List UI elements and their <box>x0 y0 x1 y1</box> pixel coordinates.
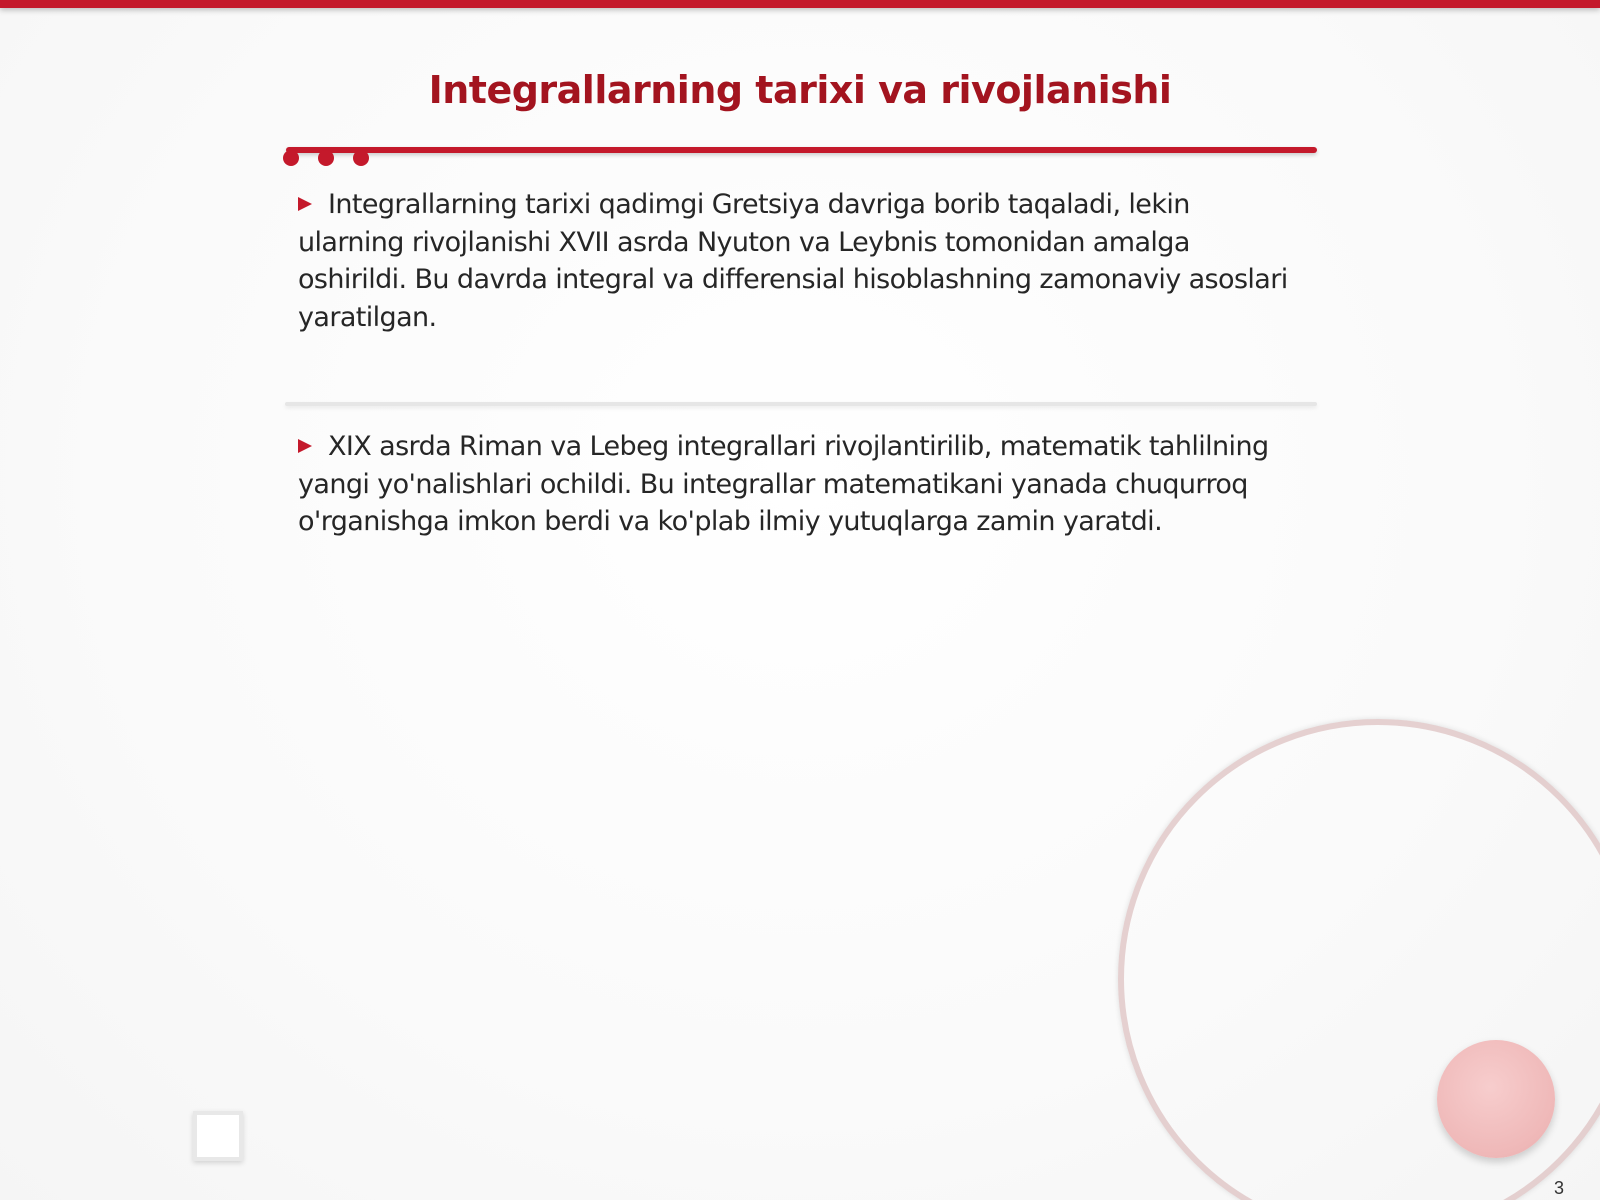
section-divider <box>285 402 1317 406</box>
slide-title: Integrallarning tarixi va rivojlanishi <box>428 68 1172 112</box>
decor-square <box>193 1111 243 1161</box>
decor-circle <box>1437 1040 1555 1158</box>
top-accent-bar <box>0 0 1600 8</box>
bullet-item <box>298 186 1298 336</box>
bullet-item <box>298 428 1298 541</box>
bullet-text: Integrallarning tarixi qadimgi Gretsiya davriga borib taqaladi, lekin ularning rivojlanishi XVII asrda Nyuton va Leybnis tomonidan amalga oshirildi. Bu davrda integral va differensial hisoblashning zamonaviy asoslari yaratilgan. <box>298 189 1288 333</box>
bullet-text: XIX asrda Riman va Lebeg integrallari rivojlantirilib, matematik tahlilning yangi yo'nalishlari ochildi. Bu integrallar matematikani yanada chuqurroq o'rganishga imkon berdi va ko'plab ilmiy yutuqlarga zamin yaratdi. <box>298 431 1269 537</box>
triangle-right-icon <box>298 197 312 211</box>
page-number: 3 <box>1554 1178 1565 1198</box>
title-underline <box>286 147 1317 153</box>
decor-dot <box>283 150 299 166</box>
decor-dot <box>353 150 369 166</box>
decor-dot <box>318 150 334 166</box>
triangle-right-icon <box>298 439 312 453</box>
